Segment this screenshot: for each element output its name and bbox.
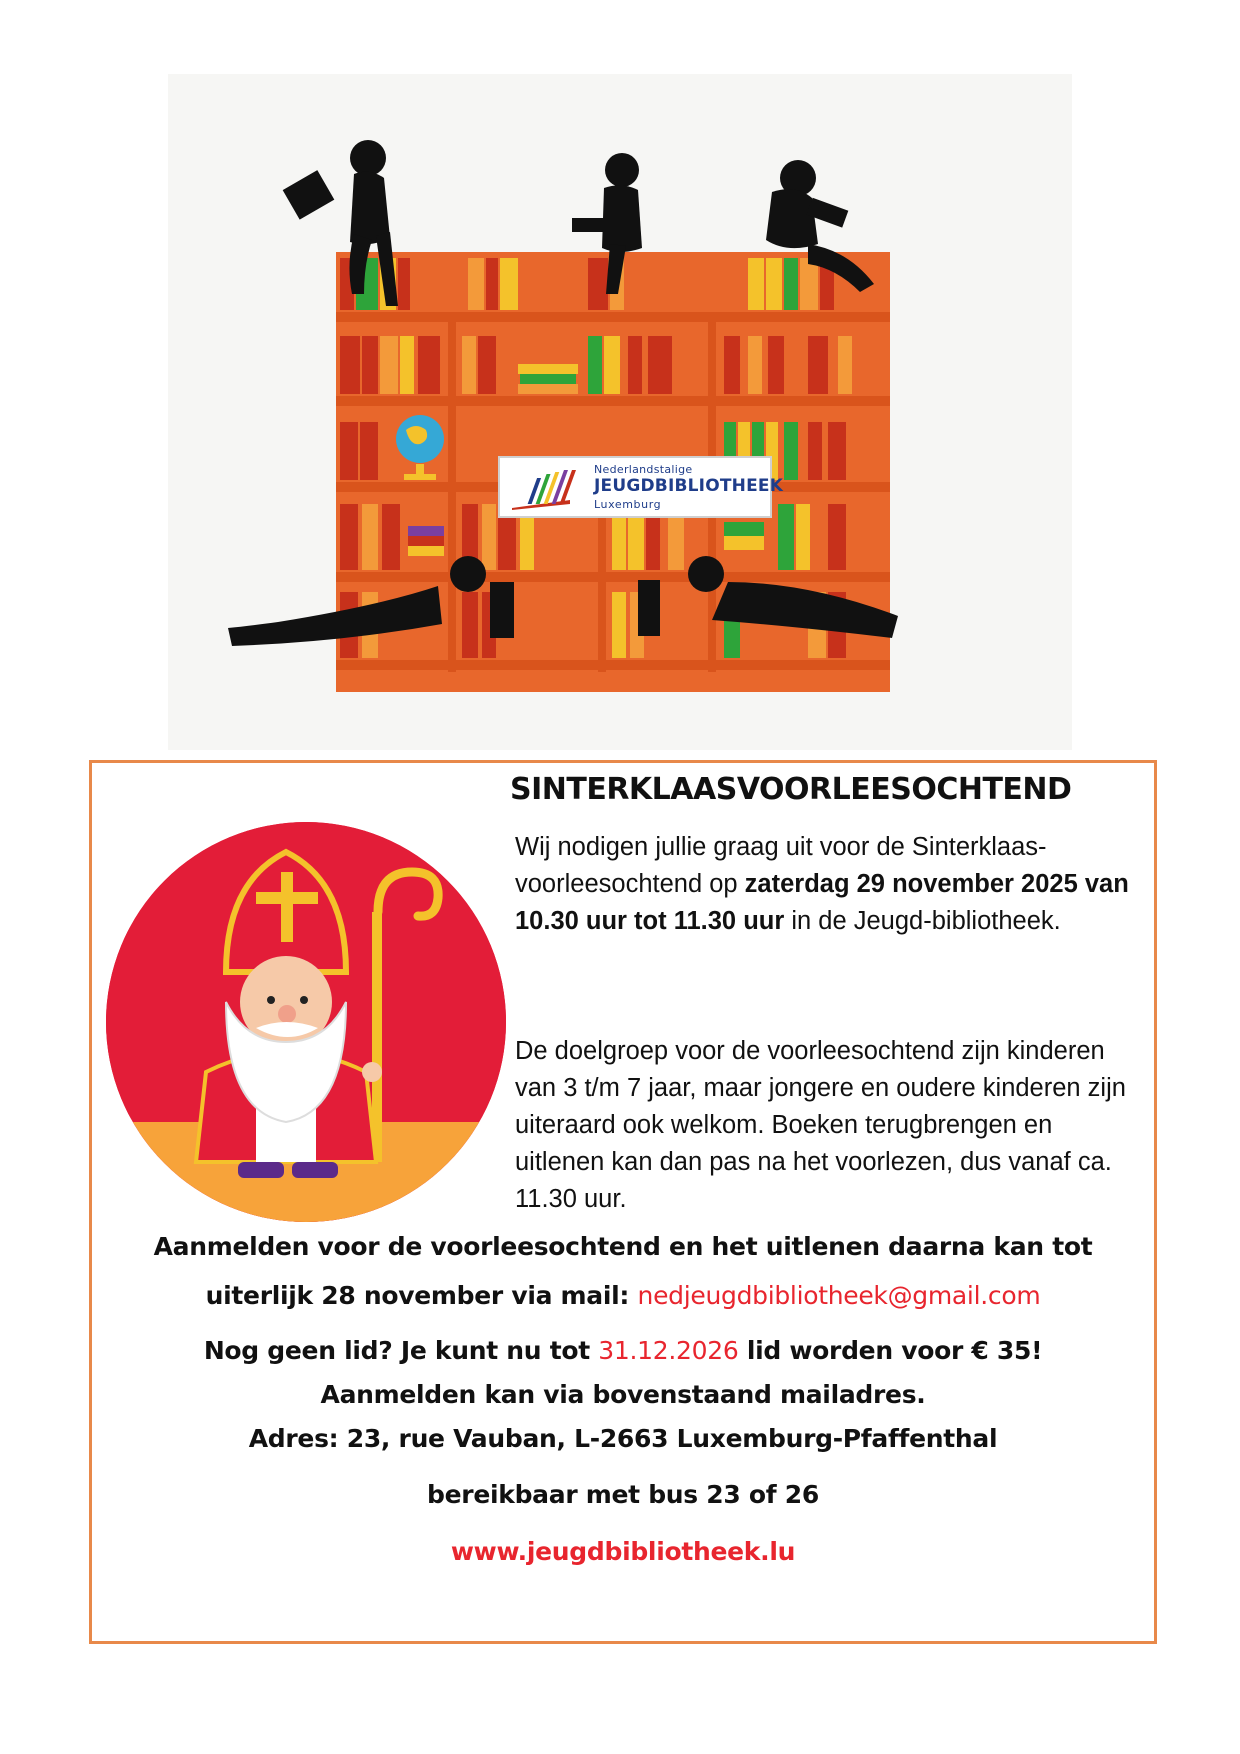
bookshelf-illustration [168,74,1072,750]
registration-line-1: Aanmelden voor de voorleesochtend en het uitlenen daarna kan tot [153,1232,1093,1261]
book-stripes-icon [510,470,590,510]
logo-line-2: JEUGDBIBLIOTHEEK [594,476,784,496]
audience-paragraph: De doelgroep voor de voorleesochtend zijn kinderen van 3 t/m 7 jaar, maar jongere en oudere kinderen zijn uiteraard ook welkom. Boeken terugbrengen en uitlenen kan dan pas na het voorlezen, dus vanaf ca. 11.30 uur. [515,1037,1126,1213]
membership-line-1 [92,1336,1154,1365]
intro-text-2: in de Jeugd-bibliotheek. [784,907,1061,935]
sinterklaas-illustration [106,822,506,1222]
registration-line-2 [92,1281,1154,1310]
logo-line-3: Luxemburg [594,498,662,511]
reading-children-bookshelf-image [168,74,1072,750]
intro-paragraph [515,829,1135,940]
sinterklaas-icon [106,822,506,1222]
membership-prefix: Nog geen lid? Je kunt nu tot [203,1336,599,1365]
website-link[interactable]: www.jeugdbibliotheek.lu [450,1537,796,1566]
logo-line-1: Nederlandstalige [594,463,693,476]
event-date: zaterdag 29 november 2025 van 10.30 uur tot 11.30 uur [515,870,1129,935]
library-logo [498,456,784,518]
page-title: SINTERKLAASVOORLEESOCHTEND [510,772,1072,807]
email-link[interactable]: nedjeugdbibliotheek@gmail.com [637,1281,1041,1310]
bus-line: bereikbaar met bus 23 of 26 [427,1480,819,1509]
address-line: Adres: 23, rue Vauban, L-2663 Luxemburg-Pfaffenthal [248,1424,998,1453]
registration-text: uiterlijk 28 november via mail: [205,1281,638,1310]
membership-date: 31.12.2026 [598,1336,739,1365]
membership-suffix: lid worden voor € 35! [738,1336,1043,1365]
membership-line-2: Aanmelden kan via bovenstaand mailadres. [320,1380,926,1409]
intro-text-1: Wij nodigen jullie graag uit voor de Sinterklaas-voorleesochtend op [515,833,1047,898]
